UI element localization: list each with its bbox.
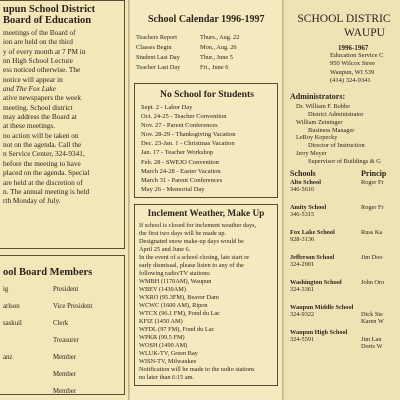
no-school-item: March 31 - Parent Conferences xyxy=(141,176,223,184)
school-entry: Waupun Middle School 324-9322 Dick Ste Karen W xyxy=(290,303,384,325)
inclement-weather-box xyxy=(134,204,278,386)
district-title-city: WAUPU xyxy=(344,27,385,39)
member-row: Member xyxy=(53,371,77,378)
school-entry: Washington School 324-3361 John Oro xyxy=(290,278,385,293)
weather-line: If school is closed for inclement weather days, xyxy=(139,221,257,229)
station-line: WTCX (96.1 FM), Pond du Lac xyxy=(139,309,220,317)
administrators-title: Administrators: xyxy=(290,92,346,102)
station-line: WLUK-TV, Green Bay xyxy=(139,349,198,357)
calendar-row: Student Last Day Thur., June 5 xyxy=(136,53,233,61)
station-line: WCWC (1600 AM), Ripon xyxy=(139,301,208,309)
weather-line: Designated snow make-up days would be xyxy=(139,237,244,245)
station-line: WOSH (1490 AM) xyxy=(139,341,188,349)
district-year: 1996-1967 xyxy=(338,44,369,52)
no-school-item: May 26 - Memorial Day xyxy=(141,185,205,193)
weather-line: early dismissal, please listen to any of the xyxy=(139,261,244,269)
calendar-table xyxy=(136,32,282,72)
station-line: WISN-TV, Milwaukee xyxy=(139,357,197,365)
station-line: WBEV (1430AM) xyxy=(139,285,186,293)
school-entry: Fox Lake School 928-3136 Russ Ka xyxy=(290,228,383,243)
member-row: anz Member xyxy=(3,354,77,361)
station-line: WPKR (99.5 FM) xyxy=(139,333,185,341)
member-row: arlson Vice President xyxy=(3,303,93,310)
no-school-item: Dec. 23-Jan. 1 - Christmas Vacation xyxy=(141,140,235,148)
no-school-item: March 24-28 - Easter Vacation xyxy=(141,167,221,175)
no-school-title: No School for Students xyxy=(160,89,254,100)
admin-name: Dr. William F. Bobbe xyxy=(296,103,350,111)
school-entry: Alto School 346-5616 Roger Fr xyxy=(290,178,384,193)
admin-name: LeRoy Kopecky xyxy=(296,134,338,142)
no-school-item: Jan. 17 - Teacher Workshop xyxy=(141,149,214,157)
calendar-row: Teacher Last Day Fri., June 6 xyxy=(136,63,229,71)
member-row: Member xyxy=(53,388,77,395)
school-entry: Amity School 346-5315 Roger Fr xyxy=(290,203,384,218)
school-entry: Waupun High School 324-5591 Jim Lau Doris W xyxy=(290,328,383,350)
no-school-item: Sept. 2 - Labor Day xyxy=(141,104,193,111)
board-members-title: ool Board Members xyxy=(3,267,93,278)
district-title: SCHOOL DISTRIC xyxy=(297,13,391,25)
member-row: Treasurer xyxy=(53,337,79,344)
school-entry: Jefferson School 324-2901 Jim Doo xyxy=(290,253,383,268)
calendar-row: Teachers Report Thurs., Aug. 22 xyxy=(136,33,240,41)
no-school-item: Oct. 24-25 - Teacher Convention xyxy=(141,113,227,121)
inclement-weather-title: Inclement Weather, Make Up xyxy=(147,208,265,219)
board-of-education-box xyxy=(0,0,125,249)
calendar-title: School Calendar 1996-1997 xyxy=(148,14,265,25)
admin-role: Director of Instruction xyxy=(308,142,365,150)
admin-role: District Administrator xyxy=(308,110,364,118)
station-line: WXRO (95.3FM), Beaver Dam xyxy=(139,293,219,301)
board-meeting-text: meetings of the Board of ion are held on the third y of every month at 7 PM in nn High School Lecture ess noticed otherwise. The notice will appear in and The Fox Lake ative newspapers the week meeting. School district may address the Board at at these meetings. no action will be taken on not on the agenda. Call the n Service Center, 324-9341, before the meeting to have placed on the agenda. Special are held at the discretion of n. The annual meeting is held rth Monday of July. xyxy=(3,28,90,206)
admin-name: William Zeininger xyxy=(296,118,343,126)
member-row: saskuil Clerk xyxy=(3,320,69,327)
board-title: upun School District Board of Education xyxy=(3,4,96,26)
district-panel xyxy=(284,0,400,400)
weather-line: Notification will be made to the radio stations xyxy=(139,365,255,373)
weather-line: April 25 and June 6. xyxy=(139,245,191,253)
calendar-row: Classes Begin Mon., Aug. 26 xyxy=(136,43,237,51)
calendar-panel xyxy=(130,0,283,400)
no-school-item: Feb. 28 - SWEJO Convention xyxy=(141,158,219,166)
no-school-item: Nov. 27 - Parent Conferences xyxy=(141,122,218,130)
admin-role: Supervisor of Buildings & G xyxy=(308,157,381,165)
station-line: KFIZ (1450 AM) xyxy=(139,317,183,325)
no-school-box xyxy=(134,83,278,198)
weather-line: the first two days will be made up. xyxy=(139,229,227,237)
admin-role: Business Manager xyxy=(308,126,355,134)
weather-line: following radio/TV stations: xyxy=(139,269,211,277)
admin-name: Jerry Meyer xyxy=(296,149,327,157)
station-line: WMBH (1170AM), Waupun xyxy=(139,277,212,285)
district-address: Education Service C 950 Wilcox Stree Waupun, WI 539 (414) 324-9341 xyxy=(330,52,384,84)
member-row: ig President xyxy=(3,286,79,293)
schools-header: Schools Princip xyxy=(290,168,387,178)
weather-line: In the event of a school closing, late start or xyxy=(139,253,250,261)
station-line: WFDL (97 FM), Fond du Lac xyxy=(139,325,215,333)
no-school-item: Nov. 28-29 - Thanksgiving Vacation xyxy=(141,131,236,139)
board-members-box xyxy=(0,255,125,395)
board-panel xyxy=(0,0,129,400)
weather-line: no later than 6:15 am. xyxy=(139,373,195,381)
